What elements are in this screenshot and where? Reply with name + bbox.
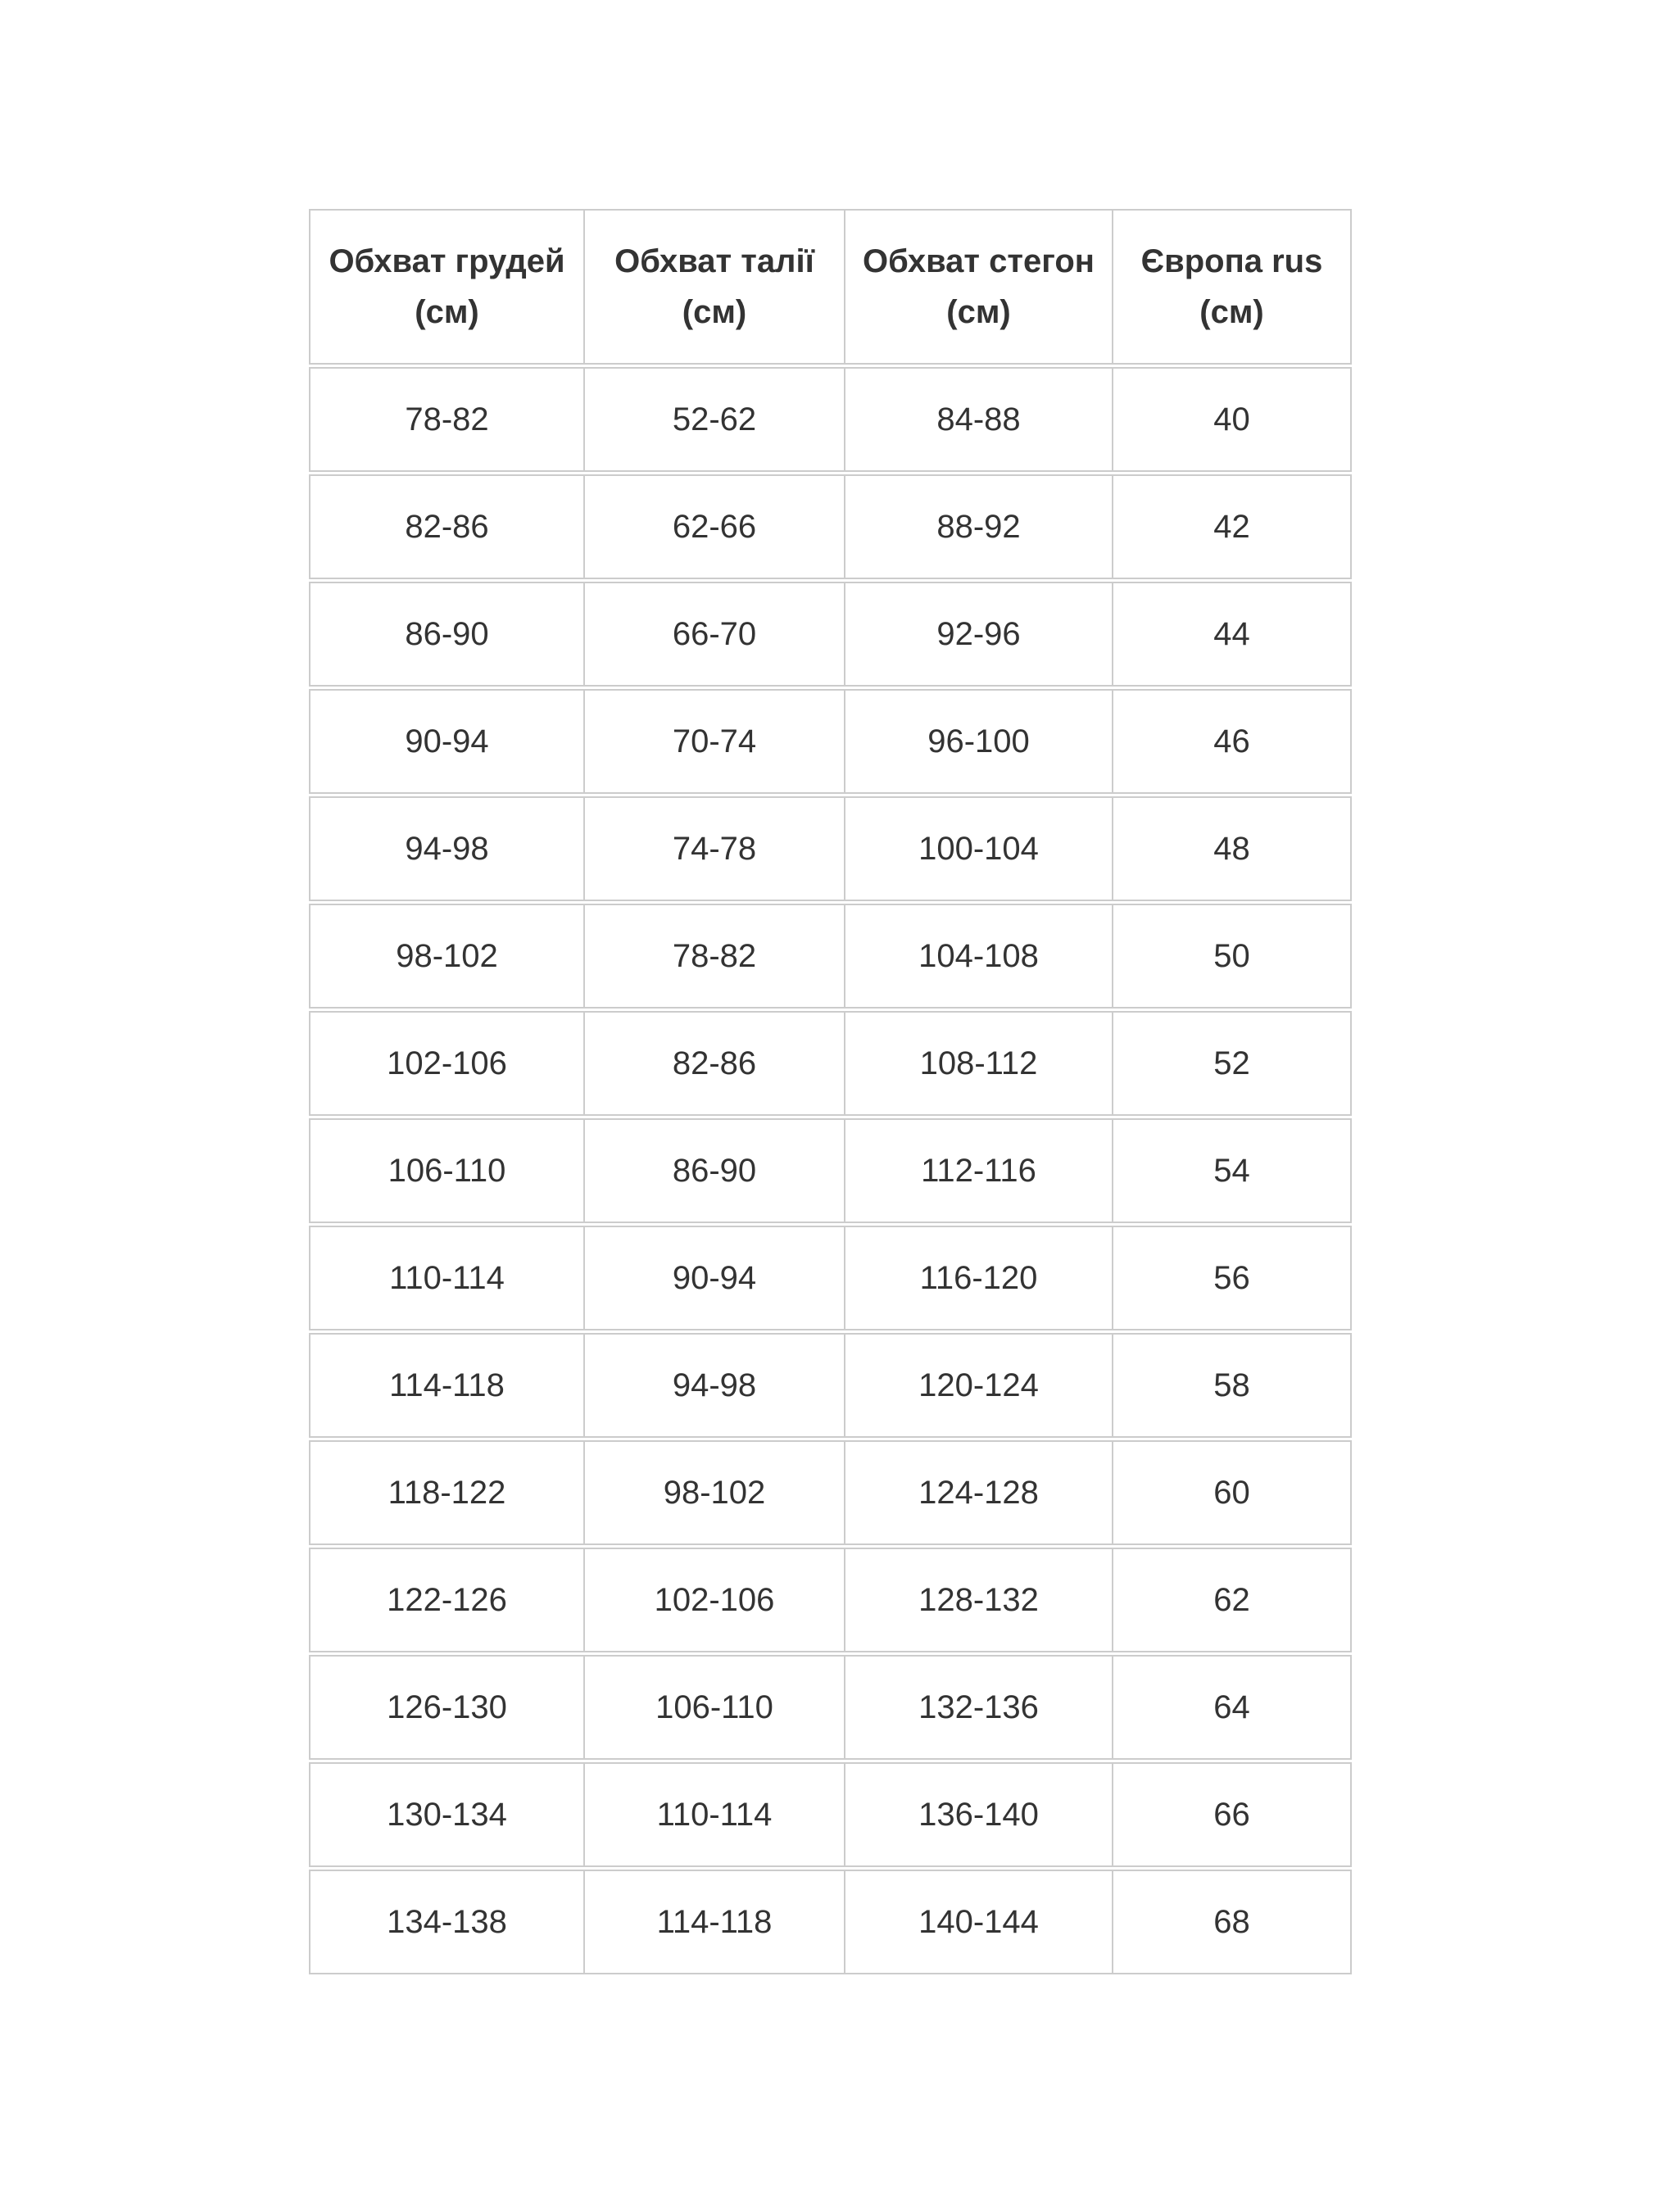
table-cell: 74-78 xyxy=(585,796,845,901)
table-cell: 52-62 xyxy=(585,367,845,472)
table-row xyxy=(309,1333,1352,1438)
table-cell: 58 xyxy=(1113,1333,1352,1438)
table-cell: 86-90 xyxy=(309,582,585,687)
table-cell: 78-82 xyxy=(585,904,845,1009)
table-cell: 88-92 xyxy=(845,474,1113,579)
table-cell: 56 xyxy=(1113,1226,1352,1330)
table-cell: 108-112 xyxy=(845,1011,1113,1116)
table-cell: 52 xyxy=(1113,1011,1352,1116)
table-row xyxy=(309,1548,1352,1652)
table-cell: 78-82 xyxy=(309,367,585,472)
table-cell: 96-100 xyxy=(845,689,1113,794)
table-cell: 94-98 xyxy=(585,1333,845,1438)
table-cell: 66 xyxy=(1113,1762,1352,1867)
table-cell: 90-94 xyxy=(585,1226,845,1330)
table-cell: 102-106 xyxy=(309,1011,585,1116)
table-cell: 86-90 xyxy=(585,1118,845,1223)
header-row xyxy=(309,209,1352,365)
table-cell: 48 xyxy=(1113,796,1352,901)
table-row xyxy=(309,1440,1352,1545)
table-cell: 114-118 xyxy=(585,1870,845,1974)
table-row xyxy=(309,582,1352,687)
table-cell: 46 xyxy=(1113,689,1352,794)
table-cell: 94-98 xyxy=(309,796,585,901)
table-row xyxy=(309,474,1352,579)
table-cell: 54 xyxy=(1113,1118,1352,1223)
table-cell: 100-104 xyxy=(845,796,1113,901)
table-cell: 44 xyxy=(1113,582,1352,687)
table-cell: 62-66 xyxy=(585,474,845,579)
table-cell: 98-102 xyxy=(309,904,585,1009)
table-cell: 82-86 xyxy=(585,1011,845,1116)
table-cell: 136-140 xyxy=(845,1762,1113,1867)
table-cell: 106-110 xyxy=(585,1655,845,1760)
table-cell: 120-124 xyxy=(845,1333,1113,1438)
table-cell: 112-116 xyxy=(845,1118,1113,1223)
table-cell: 92-96 xyxy=(845,582,1113,687)
table-cell: 114-118 xyxy=(309,1333,585,1438)
table-cell: 110-114 xyxy=(309,1226,585,1330)
table-cell: 128-132 xyxy=(845,1548,1113,1652)
table-cell: 68 xyxy=(1113,1870,1352,1974)
table-row xyxy=(309,1118,1352,1223)
table-cell: 132-136 xyxy=(845,1655,1113,1760)
table-cell: 126-130 xyxy=(309,1655,585,1760)
table-row xyxy=(309,1870,1352,1974)
table-row xyxy=(309,689,1352,794)
table-cell: 110-114 xyxy=(585,1762,845,1867)
table-cell: 62 xyxy=(1113,1548,1352,1652)
table-cell: 124-128 xyxy=(845,1440,1113,1545)
table-cell: 116-120 xyxy=(845,1226,1113,1330)
column-header-hips: Обхват стегон (см) xyxy=(845,209,1113,365)
table-cell: 40 xyxy=(1113,367,1352,472)
table-cell: 60 xyxy=(1113,1440,1352,1545)
column-header-europe: Європа rus (см) xyxy=(1113,209,1352,365)
table-cell: 90-94 xyxy=(309,689,585,794)
table-cell: 82-86 xyxy=(309,474,585,579)
table-cell: 130-134 xyxy=(309,1762,585,1867)
table-cell: 118-122 xyxy=(309,1440,585,1545)
table-row xyxy=(309,904,1352,1009)
table-cell: 66-70 xyxy=(585,582,845,687)
table-cell: 104-108 xyxy=(845,904,1113,1009)
table-cell: 42 xyxy=(1113,474,1352,579)
column-header-chest: Обхват грудей (см) xyxy=(309,209,585,365)
table-row xyxy=(309,1762,1352,1867)
column-header-waist: Обхват талії (см) xyxy=(585,209,845,365)
table-row xyxy=(309,796,1352,901)
table-cell: 134-138 xyxy=(309,1870,585,1974)
table-cell: 84-88 xyxy=(845,367,1113,472)
table-row xyxy=(309,367,1352,472)
table-cell: 50 xyxy=(1113,904,1352,1009)
table-row xyxy=(309,1011,1352,1116)
table-cell: 122-126 xyxy=(309,1548,585,1652)
table-cell: 140-144 xyxy=(845,1870,1113,1974)
table-cell: 64 xyxy=(1113,1655,1352,1760)
table-row xyxy=(309,1226,1352,1330)
size-chart-table xyxy=(309,206,1352,1977)
table-row xyxy=(309,1655,1352,1760)
table-cell: 98-102 xyxy=(585,1440,845,1545)
table-cell: 102-106 xyxy=(585,1548,845,1652)
table-cell: 70-74 xyxy=(585,689,845,794)
table-cell: 106-110 xyxy=(309,1118,585,1223)
